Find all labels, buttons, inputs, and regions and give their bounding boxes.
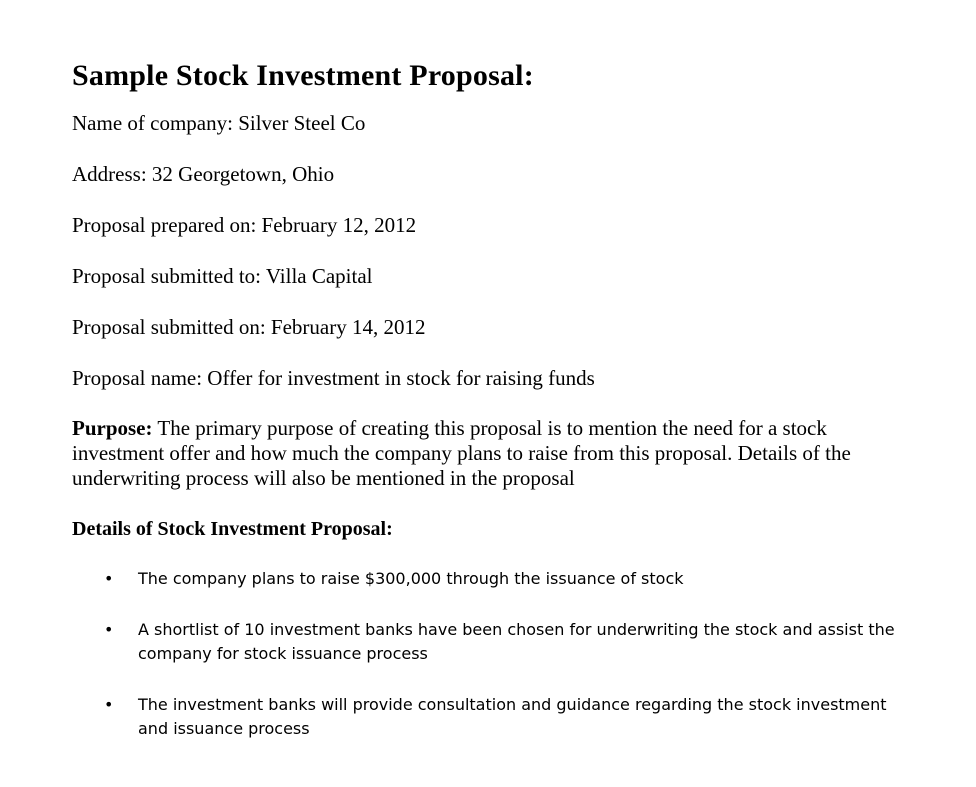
proposal-name-line: Proposal name: Offer for investment in stock for raising funds — [72, 366, 595, 390]
list-item — [72, 693, 918, 741]
purpose-text: The primary purpose of creating this proposal is to mention the need for a stock investment offer and how much the company plans to raise from this proposal. Details of the underwriting process will also be mentioned in the proposal — [72, 416, 851, 490]
list-item-text: The investment banks will provide consultation and guidance regarding the stock investment and issuance process — [138, 695, 887, 738]
details-heading: Details of Stock Investment Proposal: — [72, 518, 393, 540]
purpose-paragraph — [72, 416, 922, 491]
list-item-text: A shortlist of 10 investment banks have been chosen for underwriting the stock and assist the company for stock issuance process — [138, 620, 895, 663]
bullet-icon: • — [104, 620, 114, 639]
prepared-on-line: Proposal prepared on: February 12, 2012 — [72, 213, 417, 237]
address-line: Address: 32 Georgetown, Ohio — [72, 162, 335, 186]
details-list — [72, 567, 922, 741]
list-item — [72, 618, 918, 666]
list-item — [72, 567, 918, 591]
bullet-icon: • — [104, 569, 114, 588]
document-page — [72, 58, 922, 768]
submitted-to-line: Proposal submitted to: Villa Capital — [72, 264, 373, 288]
bullet-icon: • — [104, 695, 114, 714]
list-item-text: The company plans to raise $300,000 through the issuance of stock — [138, 569, 684, 588]
purpose-label: Purpose: — [72, 416, 153, 440]
company-name-line: Name of company: Silver Steel Co — [72, 111, 366, 135]
submitted-on-line: Proposal submitted on: February 14, 2012 — [72, 315, 426, 339]
document-title: Sample Stock Investment Proposal: — [72, 59, 534, 92]
